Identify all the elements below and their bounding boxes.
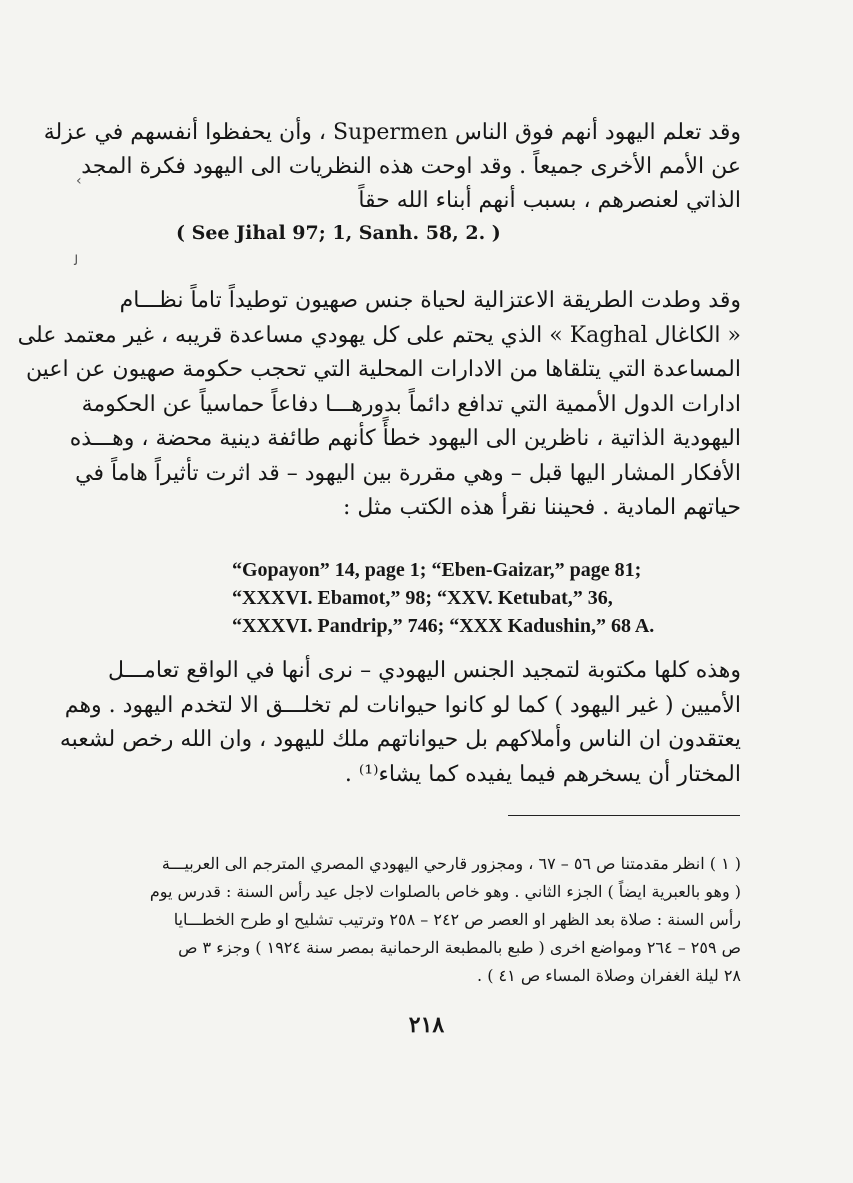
- reference-line: “XXXVI. Ebamot,” 98; “XXV. Ketubat,” 36,: [232, 587, 613, 609]
- text-line: المختار أن يسخرهم فيما يفيده كما يشاء⁽¹⁾ .: [344, 761, 741, 787]
- margin-mark: ‹: [76, 173, 82, 189]
- text-line: حياتهم المادية . فحيننا نقرأ هذه الكتب مثل :: [343, 495, 741, 520]
- text-line: وقد وطدت الطريقة الاعتزالية لحياة جنس صهيون توطيداً تاماً نظـــام: [119, 288, 741, 313]
- paragraph-1: [43, 116, 741, 218]
- text-line: الأميين ( غير اليهود ) كما لو كانوا حيوانات لم تخلـــق الا لتخدم اليهود . وهم: [64, 692, 741, 718]
- paragraph-3: [59, 654, 741, 792]
- reference-list: [232, 556, 702, 640]
- text-line: ادارات الدول الأممية التي تدافع دائماً بدورهـــا دفاعاً حماسياً عن الحكومة: [81, 391, 741, 417]
- text-line: يعتقدون ان الناس وأملاكهم بل حيواناتهم ملك لليهود ، وان الله رخص لشعبه: [59, 727, 741, 752]
- footnote-separator: [508, 815, 740, 816]
- footnote-line: ( ١ ) انظر مقدمتنا ص ٥٦ – ٦٧ ، ومجزور قارحي اليهودي المصري المترجم الى العربيـــة: [161, 854, 741, 873]
- footnote: [111, 850, 741, 990]
- paragraph-2: [17, 284, 741, 526]
- text-line: « الكاغال Kaghal » الذي يحتم على كل يهودي مساعدة قريبه ، غير معتمد على: [17, 322, 741, 348]
- text-line: المساعدة التي يتلقاها من الادارات المحلية التي تحجب حكومة صهيون عن اعين: [25, 357, 741, 382]
- footnote-line: ص ٢٥٩ – ٢٦٤ ومواضع اخرى ( طبع بالمطبعة الرحمانية بمصر سنة ١٩٢٤ ) وجزء ٣ ص: [178, 938, 741, 957]
- footnote-line: ٢٨ ليلة الغفران وصلاة المساء ص ٤١ ) .: [477, 966, 741, 985]
- page-number: ٢١٨: [408, 1012, 445, 1038]
- text-line: الذاتي لعنصرهم ، بسبب أنهم أبناء الله حقاً: [358, 188, 741, 213]
- margin-mark: ﻟ: [74, 253, 79, 269]
- text-line: الأفكار المشار اليها قبل – وهي مقررة بين اليهود – قد اثرت تأثيراً هاماً في: [75, 460, 741, 486]
- reference-line: “Gopayon” 14, page 1; “Eben-Gaizar,” page 81;: [232, 559, 642, 581]
- footnote-line: رأس السنة : صلاة بعد الظهر او العصر ص ٢٤٢ – ٢٥٨ وترتيب تشليح او طرح الخطـــايا: [173, 910, 741, 929]
- citation: ( See Jihal 97; 1, Sanh. 58, 2. ): [176, 222, 501, 244]
- text-line: وهذه كلها مكتوبة لتمجيد الجنس اليهودي – نرى أنها في الواقع تعامـــل: [108, 658, 741, 683]
- text-line: اليهودية الذاتية ، ناظرين الى اليهود خطأً كأنهم طائفة دينية محضة ، وهـــذه: [69, 426, 741, 451]
- text-line: وقد تعلم اليهود أنهم فوق الناس Supermen ، وأن يحفظوا أنفسهم في عزلة: [43, 120, 741, 145]
- footnote-line: ( وهو بالعبرية ايضاً ) الجزء الثاني . وهو خاص بالصلوات لاجل عيد رأس السنة : قدرس يوم: [149, 882, 741, 901]
- reference-line: “XXXVI. Pandrip,” 746; “XXX Kadushin,” 68 A.: [232, 615, 655, 637]
- text-line: عن الأمم الأخرى جميعاً . وقد اوحت هذه النظريات الى اليهود فكرة المجد: [81, 154, 741, 179]
